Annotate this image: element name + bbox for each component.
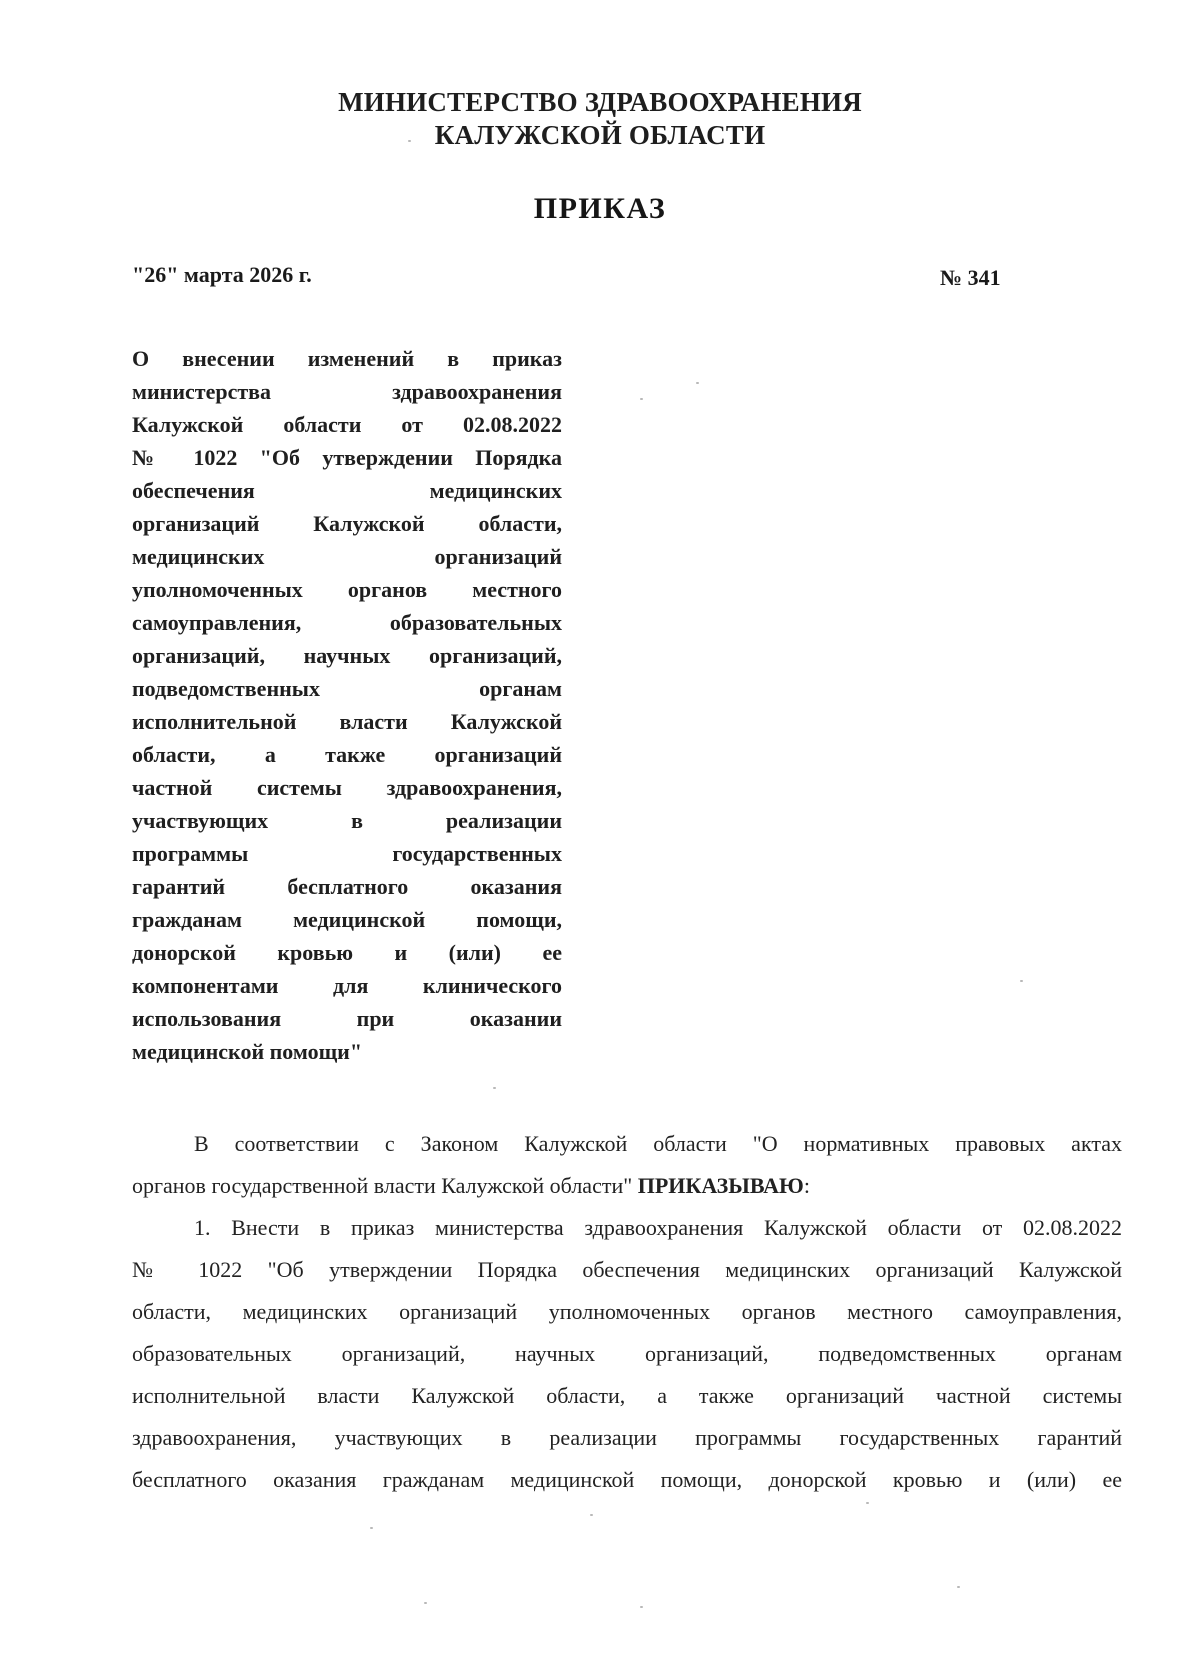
ministry-header — [0, 86, 1200, 152]
subject-line: министерства здравоохранения — [132, 379, 562, 404]
subject-line: обеспечения медицинских — [132, 478, 562, 503]
subject-line: подведомственных органам — [132, 676, 562, 701]
item-1-line: области, медицинских организаций уполномоченных органов местного самоуправления, — [132, 1299, 1122, 1324]
subject-line: № 1022 "Об утверждении Порядка — [132, 445, 562, 470]
subject-line: Калужской области от 02.08.2022 — [132, 412, 562, 437]
subject-line: частной системы здравоохранения, — [132, 775, 562, 800]
ministry-header-line-2: КАЛУЖСКОЙ ОБЛАСТИ — [434, 120, 766, 150]
order-number: № 341 — [940, 265, 1001, 290]
subject-line: О внесении изменений в приказ — [132, 346, 562, 371]
subject-line: организаций, научных организаций, — [132, 643, 562, 668]
item-1-line: 1. Внести в приказ министерства здравоохранения Калужской области от 02.08.2022 — [194, 1215, 1122, 1240]
scan-speck — [370, 1527, 373, 1529]
preamble-text: органов государственной власти Калужской области" — [132, 1173, 638, 1198]
subject-line: гарантий бесплатного оказания — [132, 874, 562, 899]
preamble-line-1: В соответствии с Законом Калужской области "О нормативных правовых актах — [194, 1131, 1122, 1156]
scan-speck — [640, 398, 643, 400]
subject-line: компонентами для клинического — [132, 973, 562, 998]
subject-line: гражданам медицинской помощи, — [132, 907, 562, 932]
document-title: ПРИКАЗ — [533, 192, 667, 225]
item-1-line: образовательных организаций, научных организаций, подведомственных органам — [132, 1341, 1122, 1366]
subject-line: самоуправления, образовательных — [132, 610, 562, 635]
scan-speck — [696, 382, 699, 384]
ministry-header-line-1: МИНИСТЕРСТВО ЗДРАВООХРАНЕНИЯ — [338, 87, 862, 117]
scan-speck — [424, 1602, 427, 1604]
subject-line: исполнительной власти Калужской — [132, 709, 562, 734]
order-body — [132, 1123, 1122, 1501]
scan-speck — [957, 1586, 960, 1588]
subject-line: уполномоченных органов местного — [132, 577, 562, 602]
scan-speck — [640, 1606, 643, 1608]
scan-speck — [590, 1514, 593, 1516]
item-1-line: бесплатного оказания гражданам медицинской помощи, донорской кровью и (или) ее — [132, 1467, 1122, 1492]
item-1-line: здравоохранения, участвующих в реализации программы государственных гарантий — [132, 1425, 1122, 1450]
subject-line: области, а также организаций — [132, 742, 562, 767]
order-date: "26" марта 2026 г. — [132, 262, 312, 287]
item-1-line: № 1022 "Об утверждении Порядка обеспечения медицинских организаций Калужской — [132, 1257, 1122, 1282]
subject-line: использования при оказании — [132, 1006, 562, 1031]
subject-line: медицинской помощи" — [132, 1039, 363, 1064]
order-directive: ПРИКАЗЫВАЮ — [637, 1173, 804, 1198]
subject-line: организаций Калужской области, — [132, 511, 562, 536]
subject-line: участвующих в реализации — [132, 808, 562, 833]
item-1-line: исполнительной власти Калужской области, а также организаций частной системы — [132, 1383, 1122, 1408]
subject-line: медицинских организаций — [132, 544, 562, 569]
preamble-line-2 — [132, 1165, 1122, 1207]
preamble-colon: : — [803, 1173, 810, 1198]
scan-speck — [1020, 980, 1023, 982]
subject-line: донорской кровью и (или) ее — [132, 940, 562, 965]
scan-speck — [408, 140, 411, 142]
order-subject — [132, 342, 562, 1068]
subject-line: программы государственных — [132, 841, 562, 866]
scan-speck — [493, 1087, 496, 1089]
scan-speck — [866, 1502, 869, 1504]
